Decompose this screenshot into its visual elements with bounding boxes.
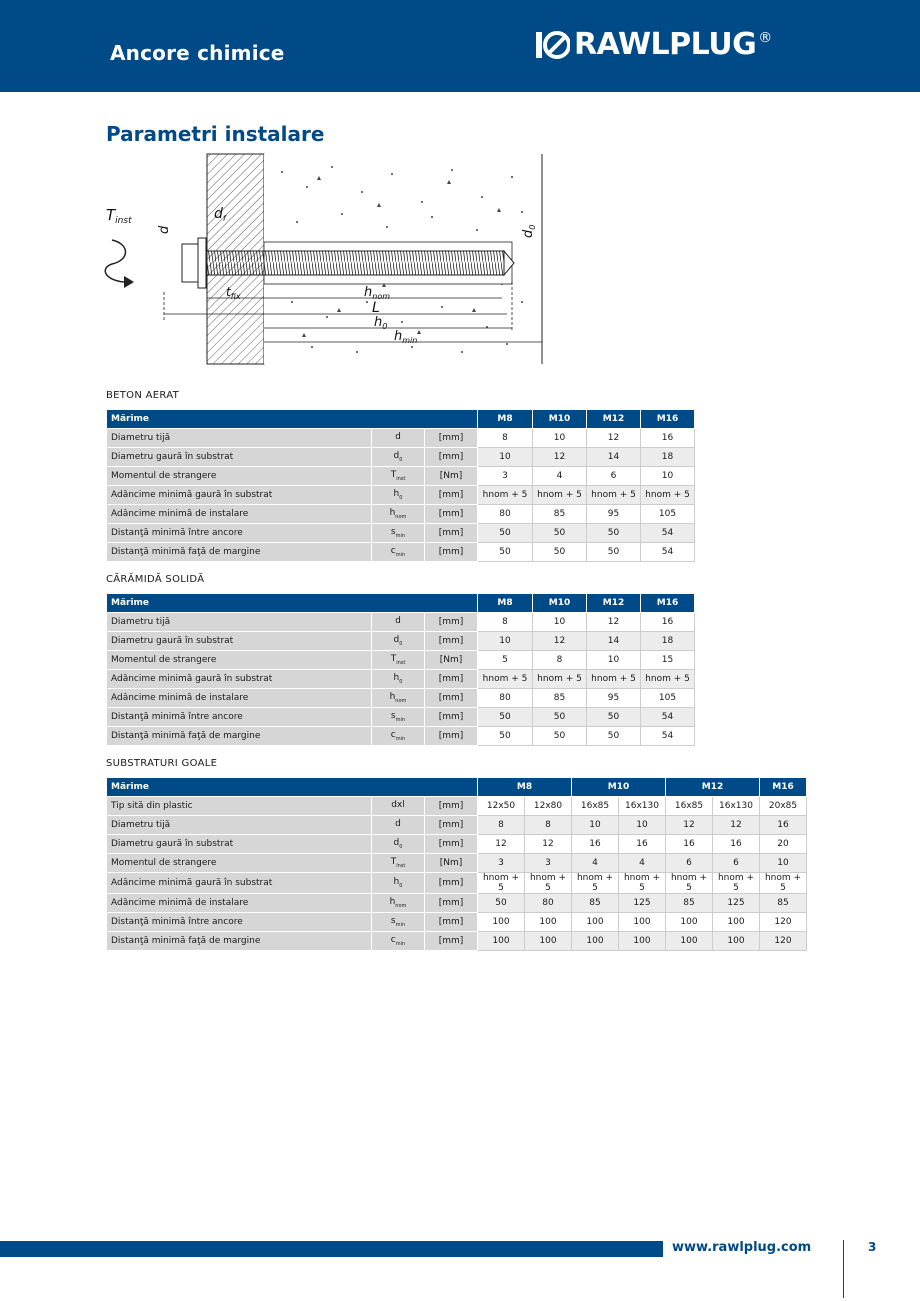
cell-value: 20 (760, 835, 807, 854)
table-header-row (107, 594, 695, 613)
rawlplug-logo-icon (536, 28, 570, 62)
cell-value: 54 (641, 727, 695, 746)
symbol-subscript: min (395, 735, 406, 742)
cell-value: 12 (525, 835, 572, 854)
cell-value: 5 (478, 651, 533, 670)
row-label: Momentul de strangere (107, 651, 372, 670)
table-caramida-solida (106, 593, 695, 746)
cell-value: 85 (666, 894, 713, 913)
row-symbol (372, 894, 425, 913)
cell-value: 100 (666, 913, 713, 932)
cell-value: 12 (666, 816, 713, 835)
row-label: Diametru tijă (107, 429, 372, 448)
row-unit: [mm] (425, 708, 478, 727)
row-label: Adâncime minimă gaură în substrat (107, 486, 372, 505)
symbol-main: d (395, 819, 401, 830)
symbol-subscript: min (395, 551, 406, 558)
cell-value: 16x85 (572, 797, 619, 816)
washer (198, 238, 206, 288)
row-label: Momentul de strangere (107, 467, 372, 486)
table-row (107, 854, 807, 873)
col-header: M12 (587, 594, 641, 613)
row-symbol (372, 727, 425, 746)
col-group-header: M16 (760, 778, 807, 797)
cell-value: 50 (533, 727, 587, 746)
row-label: Diametru tijă (107, 613, 372, 632)
table-row (107, 448, 695, 467)
label-d0: $d_0$ (521, 224, 537, 238)
cell-value: 85 (760, 894, 807, 913)
symbol-main: d (395, 616, 401, 627)
symbol-subscript: 0 (399, 843, 403, 850)
label-tinst: $T_{inst}$ (106, 206, 132, 226)
torque-arrowhead-icon (124, 276, 134, 288)
cell-value: 105 (641, 505, 695, 524)
row-unit: [mm] (425, 613, 478, 632)
cell-value: 85 (533, 689, 587, 708)
row-symbol (372, 670, 425, 689)
cell-value: 80 (525, 894, 572, 913)
row-label: Distanţă minimă între ancore (107, 708, 372, 727)
cell-value: 12x80 (525, 797, 572, 816)
table-row (107, 816, 807, 835)
cell-value: 4 (533, 467, 587, 486)
row-label: Adâncime minimă gaură în substrat (107, 670, 372, 689)
symbol-main: T (390, 857, 397, 868)
cell-value: 16 (572, 835, 619, 854)
table-row (107, 727, 695, 746)
row-unit: [mm] (425, 873, 478, 894)
cell-value: 16x85 (666, 797, 713, 816)
registered-mark: ® (758, 30, 773, 46)
table-header-row (107, 778, 807, 797)
cell-value: 10 (760, 854, 807, 873)
cell-value: hnom + 5 (666, 873, 713, 894)
cell-value: 10 (619, 816, 666, 835)
row-symbol (372, 632, 425, 651)
torque-arrow-icon (105, 240, 125, 282)
col-header: M16 (641, 594, 695, 613)
cell-value: hnom + 5 (587, 486, 641, 505)
cell-value: 10 (478, 632, 533, 651)
cell-value: 105 (641, 689, 695, 708)
symbol-subscript: inst (396, 475, 406, 482)
row-unit: [mm] (425, 429, 478, 448)
row-unit: [mm] (425, 486, 478, 505)
installation-diagram (102, 152, 547, 367)
row-unit: [mm] (425, 727, 478, 746)
symbol-main: c (390, 546, 396, 557)
cell-value: 6 (666, 854, 713, 873)
page-header (0, 0, 920, 92)
row-label: Distanţă minimă între ancore (107, 524, 372, 543)
cell-value: 14 (587, 632, 641, 651)
row-unit: [mm] (425, 524, 478, 543)
row-symbol (372, 613, 425, 632)
symbol-main: h (389, 508, 396, 519)
cell-value: 4 (619, 854, 666, 873)
label-df: $d_f$ (214, 206, 226, 223)
cell-value: 100 (525, 913, 572, 932)
row-label: Diametru gaură în substrat (107, 835, 372, 854)
row-label: Distanţă minimă faţă de margine (107, 727, 372, 746)
symbol-subscript: 0 (399, 882, 403, 889)
table-row (107, 797, 807, 816)
cell-value: 16 (713, 835, 760, 854)
row-label: Distanţă minimă faţă de margine (107, 543, 372, 562)
table-row (107, 932, 807, 951)
col-header: M16 (641, 410, 695, 429)
cell-value: 3 (478, 467, 533, 486)
row-label: Momentul de strangere (107, 854, 372, 873)
section-title: Parametri instalare (106, 122, 325, 146)
row-symbol (372, 932, 425, 951)
table-row (107, 835, 807, 854)
cell-value: hnom + 5 (525, 873, 572, 894)
cell-value: 54 (641, 543, 695, 562)
table-row (107, 689, 695, 708)
table-header-row (107, 410, 695, 429)
row-symbol (372, 524, 425, 543)
cell-value: 50 (587, 708, 641, 727)
cell-value: 10 (533, 613, 587, 632)
cell-value: 8 (478, 816, 525, 835)
label-tfix: $t_{fix}$ (226, 285, 241, 301)
col-group-header: M12 (666, 778, 760, 797)
page-number: 3 (868, 1240, 877, 1254)
symbol-subscript: nom (395, 697, 407, 704)
cell-value: 16x130 (619, 797, 666, 816)
cell-value: 50 (587, 727, 641, 746)
header-size: Mărime (107, 778, 478, 797)
symbol-subscript: inst (396, 659, 406, 666)
row-symbol (372, 651, 425, 670)
cell-value: 6 (587, 467, 641, 486)
table-row (107, 651, 695, 670)
label-hmin: $h_{min}$ (394, 329, 418, 345)
row-label: Diametru tijă (107, 816, 372, 835)
header-size: Mărime (107, 594, 478, 613)
table-row (107, 524, 695, 543)
row-unit: [Nm] (425, 854, 478, 873)
cell-value: 95 (587, 689, 641, 708)
symbol-subscript: inst (396, 862, 406, 869)
symbol-main: s (390, 527, 396, 538)
row-unit: [mm] (425, 913, 478, 932)
footer-website-link[interactable]: www.rawlplug.com (672, 1240, 812, 1255)
row-symbol (372, 543, 425, 562)
symbol-main: d (395, 432, 401, 443)
row-symbol (372, 873, 425, 894)
cell-value: 50 (478, 727, 533, 746)
row-unit: [Nm] (425, 651, 478, 670)
cell-value: 18 (641, 632, 695, 651)
cell-value: hnom + 5 (587, 670, 641, 689)
cell-value: 16x130 (713, 797, 760, 816)
cell-value: 15 (641, 651, 695, 670)
cell-value: 100 (666, 932, 713, 951)
row-symbol (372, 797, 425, 816)
row-unit: [mm] (425, 835, 478, 854)
cell-value: hnom + 5 (760, 873, 807, 894)
table-row (107, 670, 695, 689)
row-label: Adâncime minimă de instalare (107, 894, 372, 913)
symbol-main: c (390, 935, 396, 946)
row-unit: [mm] (425, 505, 478, 524)
hex-nut (182, 244, 198, 282)
cell-value: 95 (587, 505, 641, 524)
symbol-subscript: 0 (399, 640, 403, 647)
row-unit: [Nm] (425, 467, 478, 486)
row-unit: [mm] (425, 816, 478, 835)
table-title-beton-aerat: BETON AERAT (106, 390, 179, 401)
cell-value: 12 (713, 816, 760, 835)
cell-value: 10 (641, 467, 695, 486)
table-title-substraturi-goale: SUBSTRATURI GOALE (106, 758, 218, 769)
cell-value: 16 (666, 835, 713, 854)
row-symbol (372, 913, 425, 932)
row-symbol (372, 505, 425, 524)
cell-value: 10 (572, 816, 619, 835)
cell-value: 50 (478, 894, 525, 913)
symbol-main: h (393, 877, 400, 888)
symbol-subscript: min (395, 921, 406, 928)
col-group-header: M8 (478, 778, 572, 797)
symbol-main: h (389, 692, 396, 703)
row-symbol (372, 429, 425, 448)
table-row (107, 429, 695, 448)
symbol-main: h (389, 897, 396, 908)
cell-value: 12 (478, 835, 525, 854)
cell-value: 50 (587, 543, 641, 562)
threaded-rod (182, 251, 504, 275)
table-title-caramida-solida: CĂRĂMIDĂ SOLIDĂ (106, 574, 205, 585)
cell-value: 12 (587, 429, 641, 448)
symbol-main: s (390, 916, 396, 927)
cell-value: hnom + 5 (713, 873, 760, 894)
brand-name: RAWLPLUG (574, 27, 757, 62)
cell-value: 10 (587, 651, 641, 670)
cell-value: 50 (533, 524, 587, 543)
table-row (107, 708, 695, 727)
row-unit: [mm] (425, 448, 478, 467)
row-symbol (372, 486, 425, 505)
cell-value: 100 (713, 913, 760, 932)
cell-value: 8 (525, 816, 572, 835)
table-row (107, 543, 695, 562)
cell-value: 100 (572, 932, 619, 951)
cell-value: hnom + 5 (533, 670, 587, 689)
cell-value: 120 (760, 932, 807, 951)
cell-value: 16 (641, 429, 695, 448)
cell-value: 8 (478, 429, 533, 448)
cell-value: 100 (478, 913, 525, 932)
brand-logo (536, 28, 772, 62)
row-unit: [mm] (425, 670, 478, 689)
cell-value: 80 (478, 505, 533, 524)
row-unit: [mm] (425, 894, 478, 913)
symbol-main: d (393, 838, 400, 849)
cell-value: 54 (641, 524, 695, 543)
row-label: Adâncime minimă gaură în substrat (107, 873, 372, 894)
cell-value: 8 (533, 651, 587, 670)
cell-value: 12x50 (478, 797, 525, 816)
cell-value: 16 (619, 835, 666, 854)
row-label: Tip sită din plastic (107, 797, 372, 816)
table-row (107, 894, 807, 913)
cell-value: hnom + 5 (619, 873, 666, 894)
cell-value: 12 (533, 632, 587, 651)
symbol-subscript: nom (395, 513, 407, 520)
cell-value: hnom + 5 (641, 486, 695, 505)
row-unit: [mm] (425, 689, 478, 708)
cell-value: 54 (641, 708, 695, 727)
col-header: M8 (478, 594, 533, 613)
label-h0: $h_0$ (374, 315, 388, 331)
table-row (107, 613, 695, 632)
row-symbol (372, 708, 425, 727)
row-label: Distanţă minimă între ancore (107, 913, 372, 932)
cell-value: 14 (587, 448, 641, 467)
cell-value: 50 (478, 524, 533, 543)
cell-value: 100 (713, 932, 760, 951)
footer-divider (843, 1240, 844, 1298)
cell-value: 8 (478, 613, 533, 632)
cell-value: 100 (619, 913, 666, 932)
cell-value: 12 (587, 613, 641, 632)
cell-value: 3 (525, 854, 572, 873)
symbol-subscript: 0 (399, 456, 403, 463)
row-label: Adâncime minimă de instalare (107, 689, 372, 708)
col-header: M10 (533, 594, 587, 613)
row-symbol (372, 816, 425, 835)
cell-value: hnom + 5 (478, 486, 533, 505)
symbol-main: d (393, 451, 400, 462)
cell-value: 125 (713, 894, 760, 913)
cell-value: hnom + 5 (572, 873, 619, 894)
cell-value: 50 (478, 708, 533, 727)
cell-value: 10 (478, 448, 533, 467)
row-symbol (372, 835, 425, 854)
cell-value: 100 (619, 932, 666, 951)
table-row (107, 873, 807, 894)
symbol-subscript: min (395, 532, 406, 539)
cell-value: 100 (525, 932, 572, 951)
symbol-subscript: min (395, 716, 406, 723)
cell-value: 50 (587, 524, 641, 543)
cell-value: 85 (572, 894, 619, 913)
cell-value: hnom + 5 (478, 670, 533, 689)
cell-value: 80 (478, 689, 533, 708)
symbol-main: s (390, 711, 396, 722)
cell-value: 3 (478, 854, 525, 873)
col-header: M12 (587, 410, 641, 429)
row-label: Adâncime minimă de instalare (107, 505, 372, 524)
row-symbol (372, 467, 425, 486)
symbol-main: d (393, 635, 400, 646)
row-unit: [mm] (425, 543, 478, 562)
footer-bar (0, 1241, 663, 1257)
cell-value: hnom + 5 (478, 873, 525, 894)
symbol-main: h (393, 673, 400, 684)
col-group-header: M10 (572, 778, 666, 797)
symbol-subscript: min (395, 940, 406, 947)
row-unit: [mm] (425, 632, 478, 651)
cell-value: 120 (760, 913, 807, 932)
symbol-main: dxl (391, 800, 405, 811)
table-row (107, 505, 695, 524)
cell-value: 85 (533, 505, 587, 524)
cell-value: 18 (641, 448, 695, 467)
cell-value: hnom + 5 (533, 486, 587, 505)
header-size: Mărime (107, 410, 478, 429)
symbol-main: h (393, 489, 400, 500)
row-unit: [mm] (425, 932, 478, 951)
row-label: Diametru gaură în substrat (107, 448, 372, 467)
symbol-subscript: 0 (399, 494, 403, 501)
symbol-subscript: nom (395, 902, 407, 909)
table-row (107, 486, 695, 505)
cell-value: 50 (533, 708, 587, 727)
table-beton-aerat (106, 409, 695, 562)
cell-value: 50 (533, 543, 587, 562)
symbol-main: c (390, 730, 396, 741)
cell-value: 6 (713, 854, 760, 873)
table-row (107, 632, 695, 651)
cell-value: 16 (760, 816, 807, 835)
cell-value: 10 (533, 429, 587, 448)
cell-value: 16 (641, 613, 695, 632)
cell-value: 125 (619, 894, 666, 913)
col-header: M8 (478, 410, 533, 429)
cell-value: 100 (572, 913, 619, 932)
row-label: Diametru gaură în substrat (107, 632, 372, 651)
table-row (107, 467, 695, 486)
cell-value: hnom + 5 (641, 670, 695, 689)
cell-value: 100 (478, 932, 525, 951)
label-d: d (157, 225, 172, 234)
row-symbol (372, 854, 425, 873)
symbol-subscript: 0 (399, 678, 403, 685)
label-hnom: $h_{nom}$ (364, 285, 391, 301)
row-symbol (372, 448, 425, 467)
row-symbol (372, 689, 425, 708)
col-header: M10 (533, 410, 587, 429)
cell-value: 12 (533, 448, 587, 467)
table-substraturi-goale (106, 777, 807, 951)
cell-value: 50 (478, 543, 533, 562)
symbol-main: T (390, 654, 397, 665)
symbol-main: T (390, 470, 397, 481)
table-row (107, 913, 807, 932)
header-title: Ancore chimice (110, 41, 285, 65)
row-label: Distanţă minimă faţă de margine (107, 932, 372, 951)
cell-value: 4 (572, 854, 619, 873)
label-L: L (372, 300, 380, 316)
cell-value: 20x85 (760, 797, 807, 816)
row-unit: [mm] (425, 797, 478, 816)
